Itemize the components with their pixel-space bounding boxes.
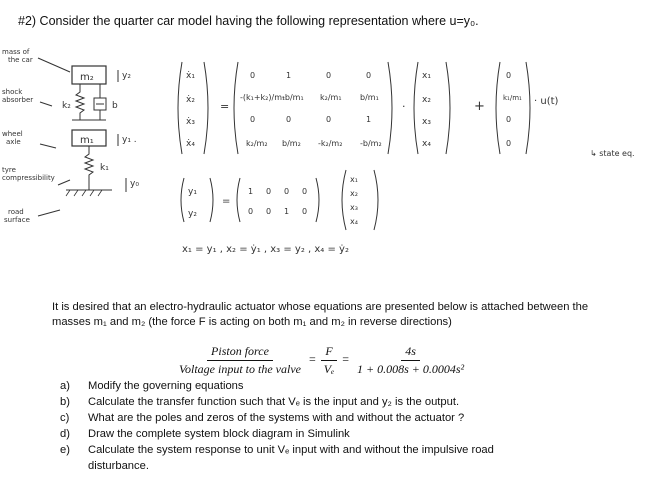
label-shock-absorber: shock [2, 88, 23, 96]
svg-text:absorber: absorber [2, 96, 34, 104]
svg-text:0: 0 [284, 187, 290, 196]
state-eq-note: ↳ state eq. [590, 149, 635, 158]
svg-text:=: = [220, 100, 230, 113]
svg-text:0: 0 [302, 207, 308, 216]
quarter-car-sketch [0, 40, 180, 240]
input-u: · u(t) [534, 96, 559, 107]
svg-text:·: · [402, 100, 406, 113]
c-matrix [248, 187, 307, 216]
xdot3: ẋ₃ [186, 117, 195, 127]
svg-text:0: 0 [266, 207, 272, 216]
svg-text:+: + [474, 99, 485, 114]
svg-text:x₃: x₃ [350, 203, 358, 212]
svg-text:0: 0 [366, 71, 372, 80]
tf-mid: $\frac{F}{\text{Vₑ}}$ [320, 344, 338, 377]
svg-text:surface: surface [4, 216, 30, 224]
svg-text:y₁: y₁ [188, 187, 197, 197]
svg-text:y₁ .: y₁ . [122, 135, 137, 145]
state-equation [170, 58, 645, 158]
svg-text:y₂: y₂ [122, 71, 131, 81]
svg-text:0: 0 [286, 115, 292, 124]
m2-label: m₂ [80, 72, 94, 83]
tf-lhs: $\frac{\text{Piston force}}{\text{Voltage input to the valve}}$ [179, 344, 301, 376]
svg-text:x₂: x₂ [422, 95, 431, 105]
svg-text:1: 1 [284, 207, 290, 216]
svg-text:0: 0 [250, 71, 256, 80]
xdot2: ẋ₂ [186, 95, 195, 105]
output-equation [170, 168, 390, 232]
problem-title: #2) Consider the quarter car model having the following representation where u=y₀. [18, 14, 479, 28]
svg-text:-b/m₁: -b/m₁ [282, 93, 304, 102]
svg-text:0: 0 [250, 115, 256, 124]
xdot1: ẋ₁ [186, 71, 195, 81]
svg-text:x₂: x₂ [350, 189, 358, 198]
svg-text:k₁/m₁: k₁/m₁ [503, 94, 522, 102]
svg-text:1: 1 [248, 187, 254, 196]
svg-text:b/m₁: b/m₁ [360, 93, 379, 102]
svg-text:x₄: x₄ [422, 139, 431, 149]
svg-text:1: 1 [366, 115, 372, 124]
question-e: e) Calculate the system response to unit Vₑ input with and without the impulsive road [60, 444, 494, 456]
svg-text:0: 0 [326, 71, 332, 80]
a-matrix [240, 71, 382, 148]
svg-text:-(k₁+k₂)/m₁: -(k₁+k₂)/m₁ [240, 93, 286, 102]
svg-text:k₂/m₂: k₂/m₂ [246, 139, 268, 148]
actuator-paragraph: It is desired that an electro-hydraulic actuator whose equations are presented below is attached between the masses m₁ and m₂ (the force F is acting on both m₁ and m₂ in reverse directions) [52, 301, 589, 328]
svg-text:b/m₂: b/m₂ [282, 139, 301, 148]
svg-text:the car: the car [8, 56, 33, 64]
svg-text:x₁: x₁ [350, 175, 358, 184]
svg-text:b: b [112, 101, 118, 111]
label-mass-of-car: mass of [2, 48, 30, 56]
label-wheel-axle: wheel [2, 130, 23, 138]
question-a: a) Modify the governing equations [60, 380, 244, 392]
svg-text:-b/m₂: -b/m₂ [360, 139, 382, 148]
question-d: d) Draw the complete system block diagram in Simulink [60, 428, 350, 440]
svg-text:0: 0 [506, 139, 512, 148]
svg-text:x₃: x₃ [422, 117, 431, 127]
svg-text:k₁: k₁ [100, 163, 109, 173]
svg-text:k₂/m₁: k₂/m₁ [320, 93, 342, 102]
svg-text:1: 1 [286, 71, 292, 80]
question-c: c) What are the poles and zeros of the systems with and without the actuator ? [60, 412, 465, 424]
question-e-cont: disturbance. [88, 460, 149, 472]
question-b: b) Calculate the transfer function such that Vₑ is the input and y₂ is the output. [60, 396, 460, 408]
svg-text:0: 0 [302, 187, 308, 196]
svg-text:=: = [222, 196, 231, 207]
svg-text:0: 0 [248, 207, 254, 216]
svg-text:0: 0 [326, 115, 332, 124]
svg-text:x₄: x₄ [350, 217, 358, 226]
svg-text:-k₂/m₂: -k₂/m₂ [318, 139, 343, 148]
svg-text:k₂: k₂ [62, 101, 71, 111]
xdot4: ẋ₄ [186, 139, 195, 149]
label-road: road [8, 208, 24, 216]
svg-text:0: 0 [506, 115, 512, 124]
label-tyre: tyre [2, 166, 16, 174]
svg-text:0: 0 [506, 71, 512, 80]
state-definitions: x₁ = y₁ , x₂ = ẏ₁ , x₃ = y₂ , x₄ = ẏ₂ [182, 244, 349, 255]
svg-text:axle: axle [6, 138, 21, 146]
svg-text:compressibility: compressibility [2, 174, 55, 182]
svg-text:0: 0 [266, 187, 272, 196]
transfer-function: $\frac{\text{Piston force}}{\text{Voltage input to the valve}}$ = $\frac{F}{\text{Vₑ}}$ = $\frac{4s}{\text{1 + 0.008s + 0.0004s²}}$ [175, 344, 468, 377]
svg-text:y₂: y₂ [188, 209, 197, 219]
tf-rhs: $\frac{4s}{\text{1 + 0.008s + 0.0004s²}}$ [357, 344, 465, 376]
question-list [60, 379, 630, 475]
svg-text:y₀: y₀ [130, 179, 139, 189]
svg-text:x₁: x₁ [422, 71, 431, 81]
m1-label: m₁ [80, 135, 94, 146]
